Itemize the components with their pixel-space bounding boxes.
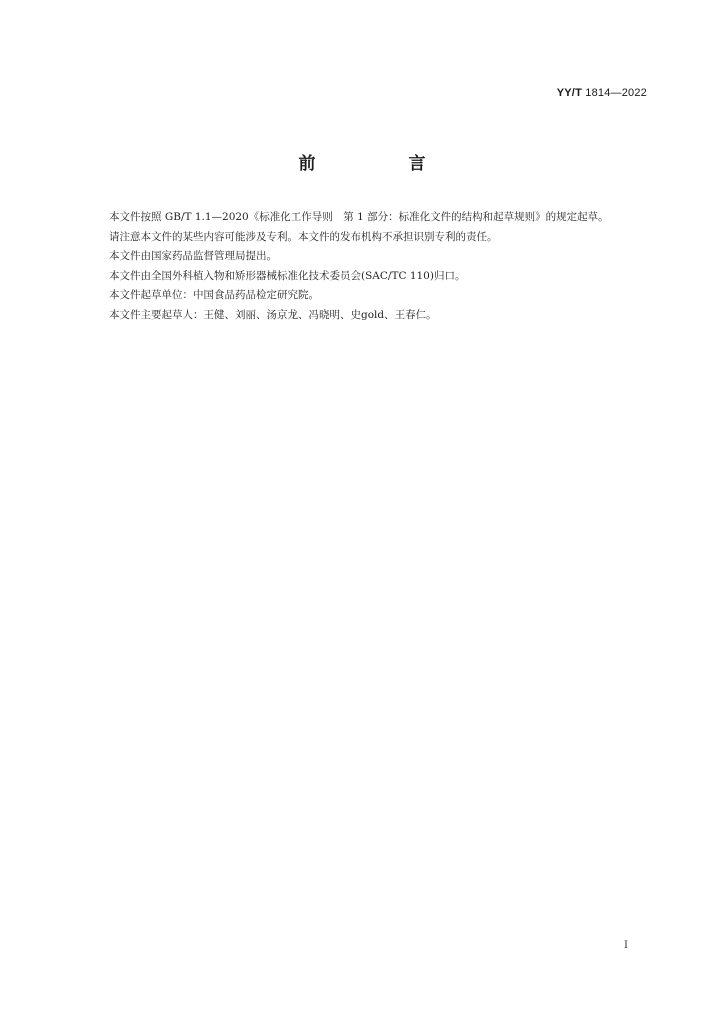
- paragraph-proposer: 本文件由国家药品监督管理局提出。: [109, 250, 277, 262]
- standard-code-number: 1814—2022: [585, 87, 647, 99]
- paragraph-drafting-rules: 本文件按照 GB/T 1.1—2020《标准化工作导则 第 1 部分：标准化文件的结构和起草规则》的规定起草。: [109, 211, 609, 223]
- paragraph-patent-notice: 请注意本文件的某些内容可能涉及专利。本文件的发布机构不承担识别专利的责任。: [109, 230, 498, 243]
- page-number: I: [624, 940, 628, 951]
- page-title: 前 言: [298, 154, 464, 174]
- standard-code-prefix: YY/T: [556, 87, 582, 99]
- paragraph-drafters: 本文件主要起草人：王健、刘丽、汤京龙、冯晓明、史gold、王春仁。: [109, 308, 437, 321]
- paragraph-technical-committee: 本文件由全国外科植入物和矫形器械标准化技术委员会(SAC/TC 110)归口。: [109, 269, 466, 282]
- foreword-body: [88, 208, 648, 325]
- standard-number: [557, 87, 647, 99]
- paragraph-drafting-organization: 本文件起草单位：中国食品药品检定研究院。: [109, 289, 319, 301]
